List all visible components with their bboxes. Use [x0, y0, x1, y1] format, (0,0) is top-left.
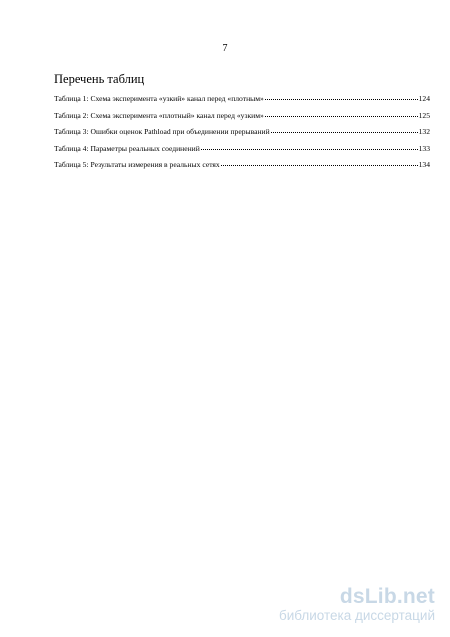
toc-dot-leader — [201, 142, 418, 150]
watermark-logo: dsLib.net — [339, 585, 435, 608]
toc-entry — [54, 110, 430, 127]
toc-entry-page: 134 — [418, 160, 430, 169]
toc-entry-page: 132 — [418, 127, 430, 136]
toc-entry-title: Таблица 5: Результаты измерения в реальных сетях — [54, 160, 220, 169]
toc-entry — [54, 143, 430, 160]
toc-entry-page: 125 — [418, 110, 430, 120]
site-watermark — [245, 586, 435, 623]
toc-entry-page: 133 — [418, 143, 430, 153]
toc-dot-leader — [221, 158, 418, 166]
page-heading: Перечень таблиц — [54, 72, 145, 86]
toc-dot-leader — [271, 125, 418, 133]
toc-entry-title: Таблица 3: Ошибки оценок Pathload при объединении прерываний — [54, 127, 270, 136]
toc-entry — [54, 159, 430, 176]
toc-entry-title: Таблица 1: Схема эксперимента «узкий» канал перед «плотным» — [54, 94, 264, 103]
toc-dot-leader — [265, 109, 418, 117]
toc-entry-title: Таблица 4: Параметры реальных соединений — [54, 143, 200, 153]
toc-entry-title: Таблица 2: Схема эксперимента «плотный» канал перед «узким» — [54, 110, 264, 120]
toc-entry — [54, 126, 430, 143]
toc-entry — [54, 93, 430, 110]
toc-dot-leader — [265, 92, 418, 100]
page-number: 7 — [222, 43, 228, 54]
toc-entry-page: 124 — [418, 94, 430, 103]
table-of-contents — [54, 93, 430, 176]
watermark-subtitle: библиотека диссертаций — [278, 608, 435, 623]
